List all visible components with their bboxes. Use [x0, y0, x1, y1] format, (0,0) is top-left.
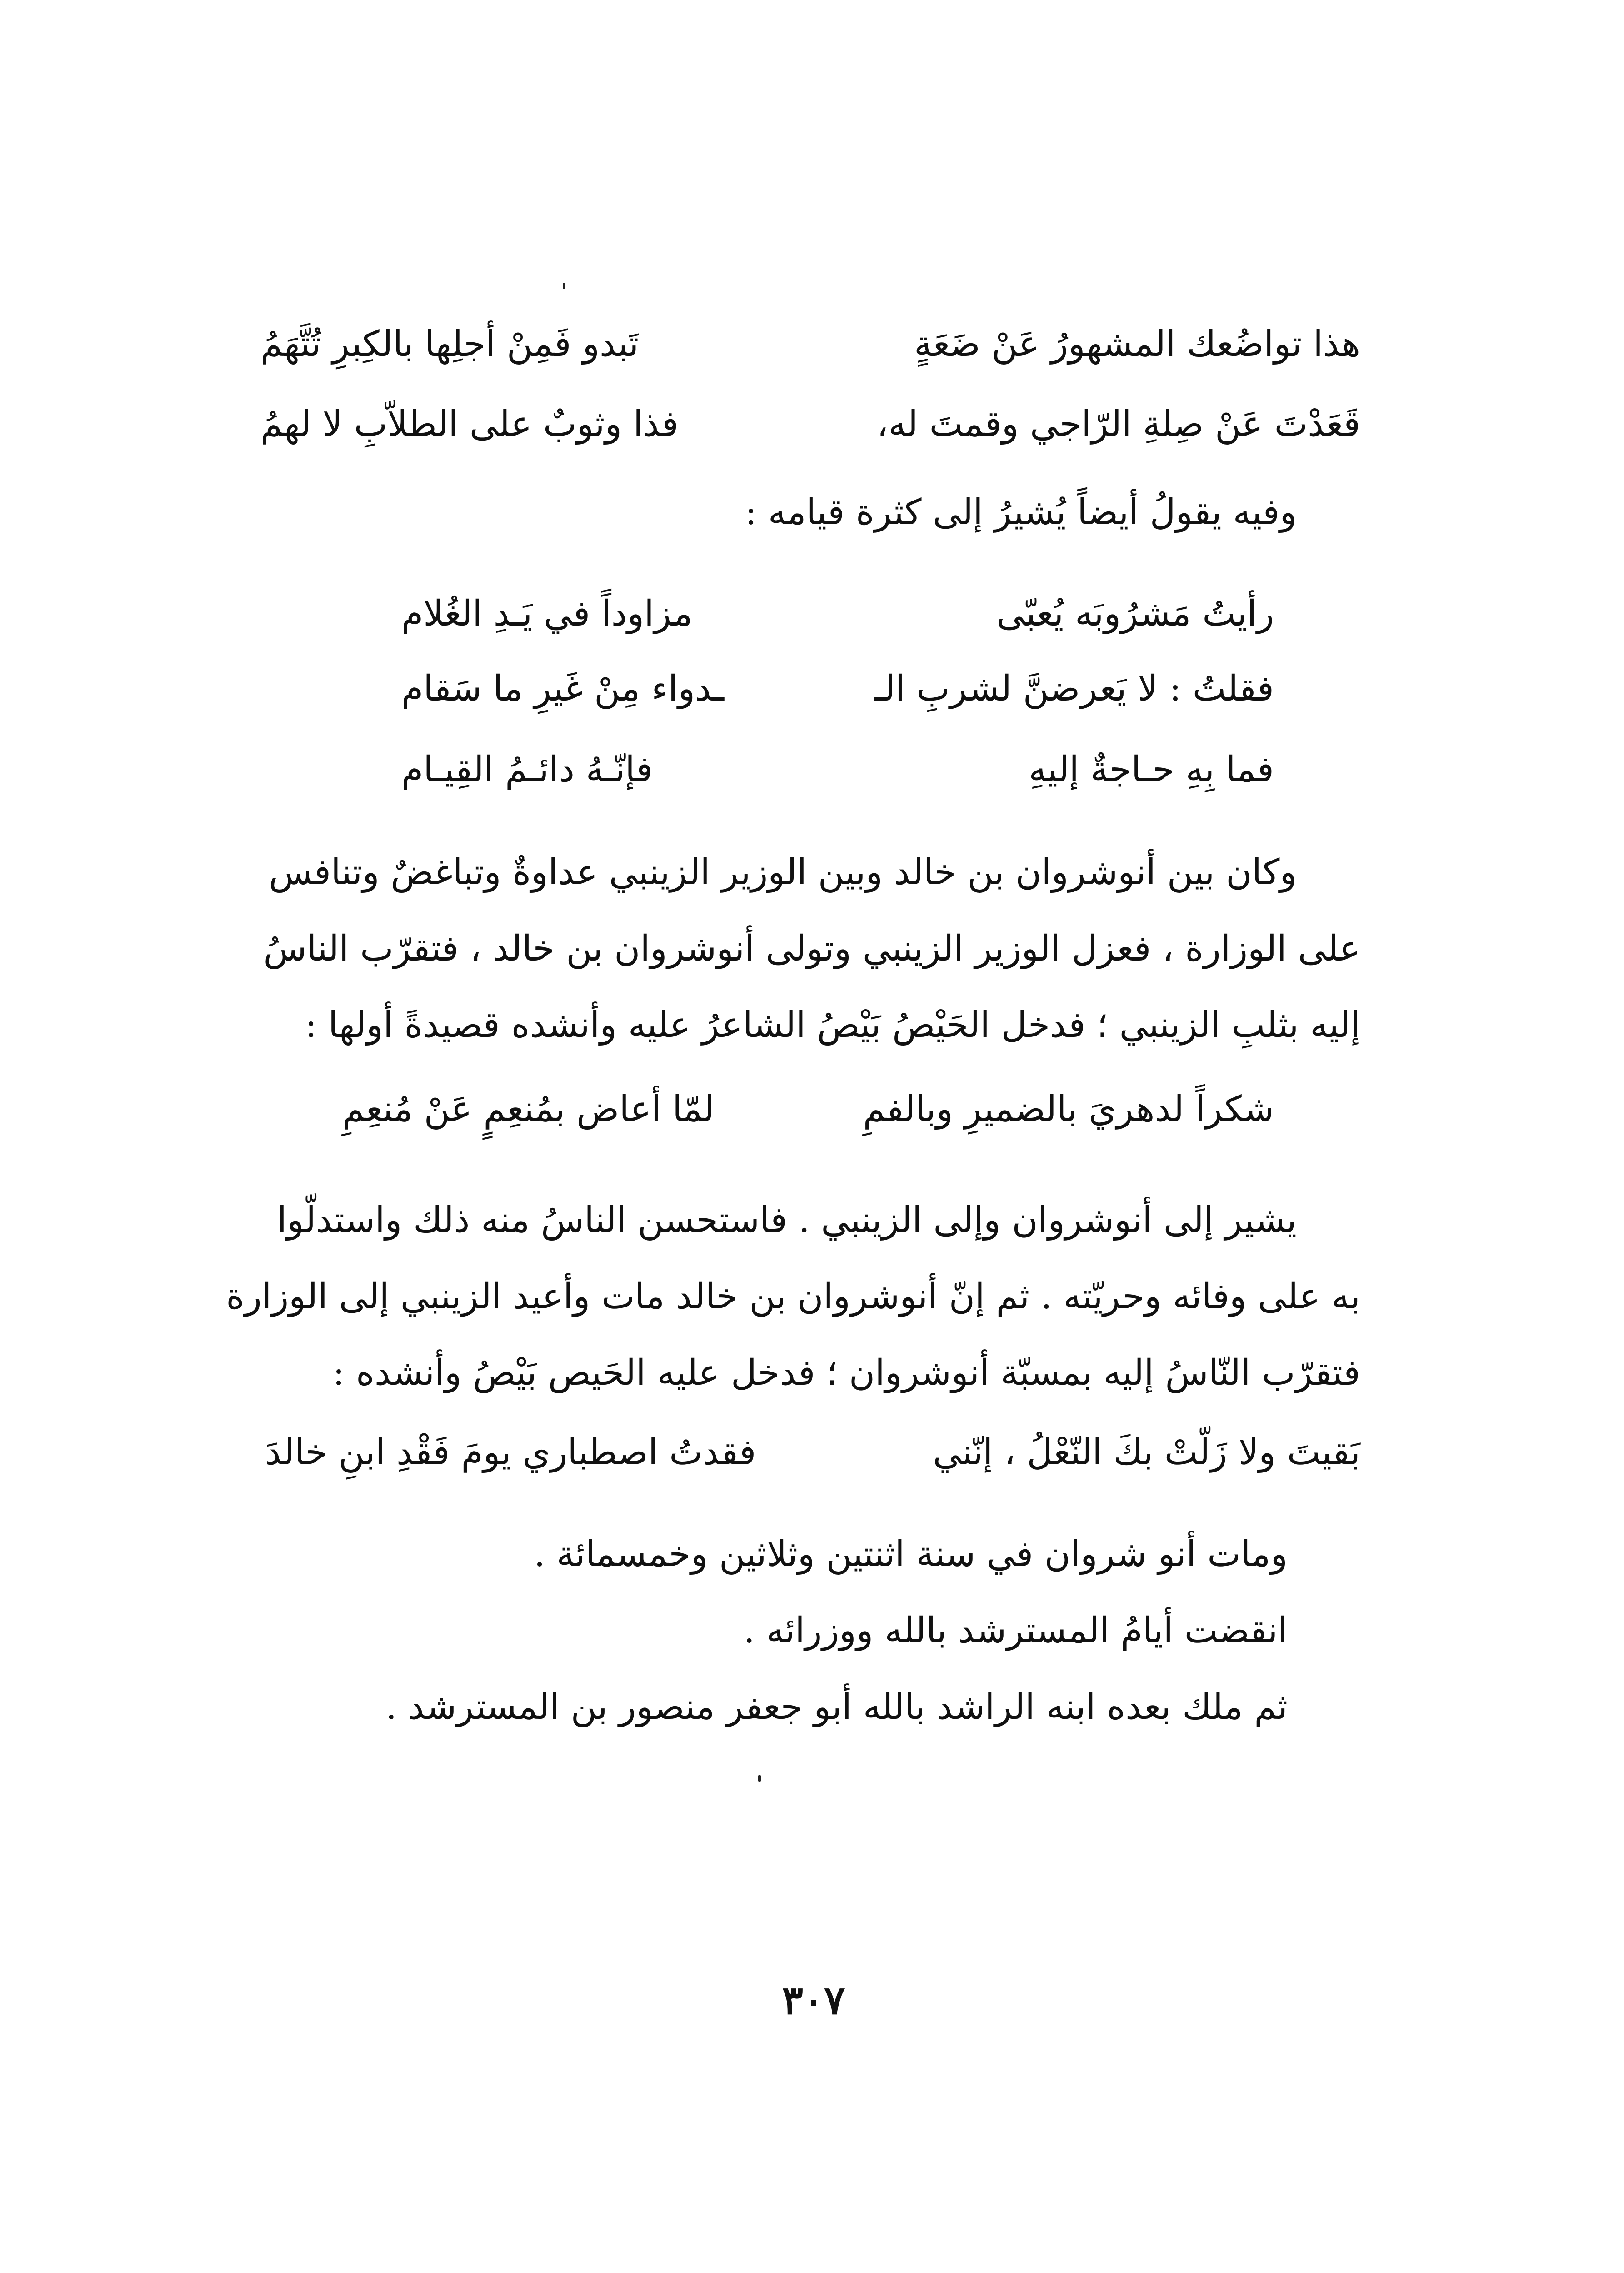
verse-line	[401, 749, 1274, 790]
closing-lines	[385, 1534, 1288, 1727]
verse-line	[265, 1432, 1360, 1473]
paragraph	[226, 1202, 1360, 1391]
closing-line: انقضت أيامُ المسترشد بالله ووزرائه .	[743, 1610, 1288, 1651]
verse-first-hemistich: هذا تواضُعك المشهورُ عَنْ ضَعَةٍ	[914, 324, 1360, 365]
verse-first-hemistich: رأيتُ مَشرُوبَه يُعبّى	[996, 593, 1274, 634]
verse-line	[401, 593, 1274, 634]
closing-line: ومات أنو شروان في سنة اثنتين وثلاثين وخمسمائة .	[534, 1534, 1288, 1575]
verse-first-hemistich: فما بِهِ حـاجةٌ إليهِ	[1029, 749, 1274, 790]
verse-first-hemistich: بَقيتَ ولا زَلّتْ بكَ النّعْلُ ، إنّني	[933, 1432, 1360, 1473]
intro-line: وفيه يقولُ أيضاً يُشيرُ إلى كثرة قيامه :	[745, 492, 1297, 533]
scan-speck	[563, 283, 565, 289]
verse-second-hemistich: تَبدو فَمِنْ أجلِها بالكِبرِ تُتَّهَمُ	[260, 324, 639, 365]
verse-first-hemistich: فقلتُ : لا يَعرضنَّ لشربِ الـ	[874, 668, 1274, 709]
paragraph-line: إليه بثلبِ الزينبي ؛ فدخل الحَيْصُ بَيْصُ الشاعرُ عليه وأنشده قصيدةً أولها :	[305, 1005, 1360, 1046]
verse-line	[260, 324, 1360, 365]
verse-line	[401, 668, 1274, 709]
paragraph-line: يشير إلى أنوشروان وإلى الزينبي . فاستحسن الناسُ منه ذلك واستدلّوا	[277, 1200, 1297, 1241]
paragraph-line: فتقرّب النّاسُ إليه بمسبّة أنوشروان ؛ فدخل عليه الحَيص بَيْصُ وأنشده :	[332, 1352, 1360, 1393]
paragraph	[263, 852, 1360, 1046]
verse-line	[342, 1089, 1274, 1130]
paragraph-line: به على وفائه وحريّته . ثم إنّ أنوشروان بن خالد مات وأعيد الزينبي إلى الوزارة	[226, 1276, 1360, 1317]
paragraph-line: على الوزارة ، فعزل الوزير الزينبي وتولى أنوشروان بن خالد ، فتقرّب الناسُ	[263, 928, 1360, 969]
verse-second-hemistich: ـدواء مِنْ غَيرِ ما سَقام	[401, 668, 724, 709]
verse-first-hemistich: شكراً لدهريَ بالضميرِ وبالفمِ	[863, 1089, 1274, 1130]
verse-second-hemistich: لمّا أعاض بمُنعِمٍ عَنْ مُنعِمِ	[342, 1089, 715, 1130]
verse-second-hemistich: فقدتُ اصطباري يومَ فَقْدِ ابنِ خالدَ	[265, 1432, 756, 1473]
verse-second-hemistich: فذا وثوبٌ على الطلاّبِ لا لهمُ	[260, 404, 679, 445]
verse-second-hemistich: مزاوداً في يَـدِ الغُلام	[401, 593, 693, 634]
verse-second-hemistich: فإنّـهُ دائـمُ القِيـام	[401, 749, 653, 790]
closing-line: ثم ملك بعده ابنه الراشد بالله أبو جعفر منصور بن المسترشد .	[385, 1687, 1288, 1727]
paragraph-line: وكان بين أنوشروان بن خالد وبين الوزير الزينبي عداوةٌ وتباغضٌ وتنافس	[269, 852, 1297, 893]
verse-first-hemistich: قَعَدْتَ عَنْ صِلةِ الرّاجي وقمتَ له،	[877, 404, 1360, 445]
verse-line	[260, 404, 1360, 445]
page-number: ٣٠٧	[782, 1978, 845, 2023]
scan-speck	[758, 1775, 761, 1782]
